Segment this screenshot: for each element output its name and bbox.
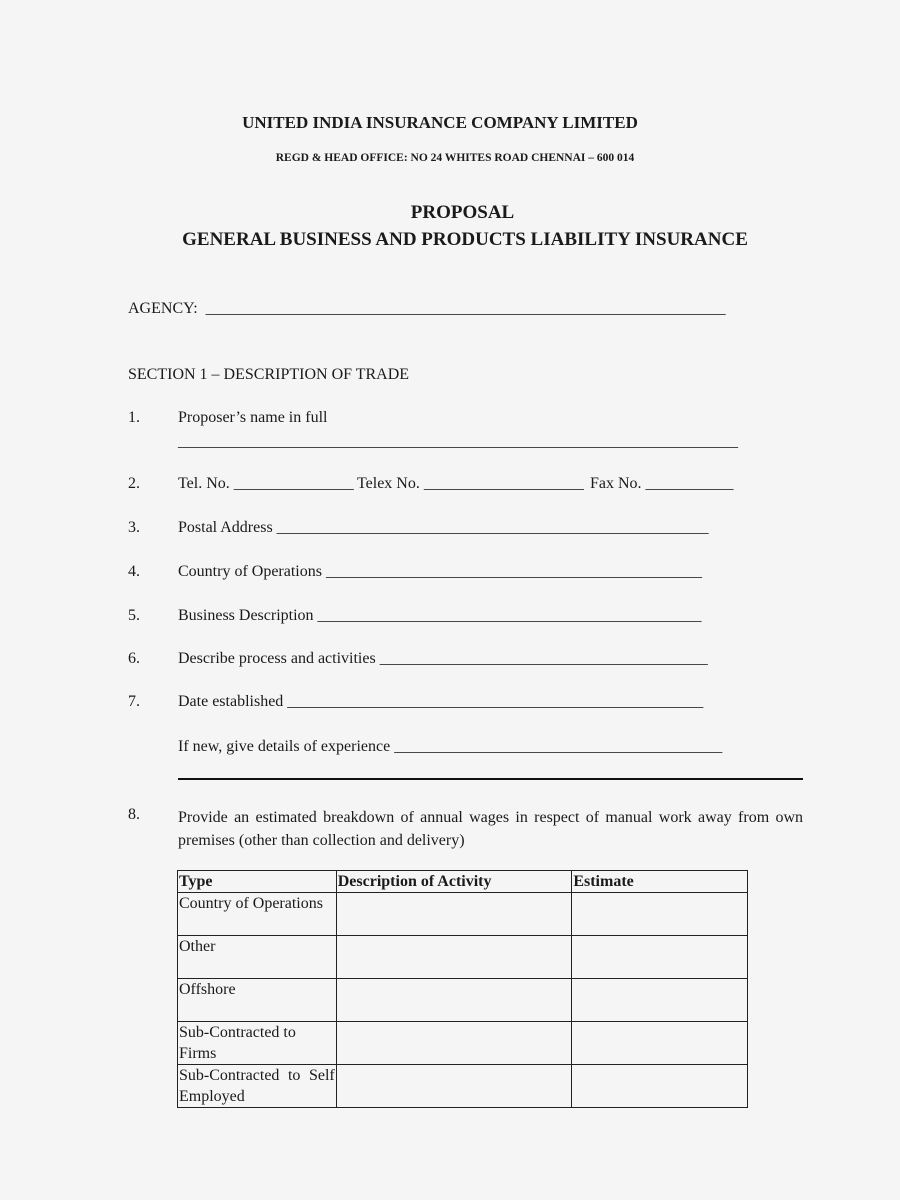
telex-field[interactable]: Telex No. ____________________ xyxy=(357,475,584,492)
table-row xyxy=(178,936,748,979)
item-number-6: 6. xyxy=(128,650,140,667)
business-description-label: Business Description xyxy=(178,607,314,624)
row-type-cell: Offshore xyxy=(178,979,337,1022)
column-header-description: Description of Activity xyxy=(336,871,572,893)
process-activities-label: Describe process and activities xyxy=(178,650,376,667)
estimate-cell[interactable] xyxy=(572,936,748,979)
fax-field[interactable]: Fax No. ___________ xyxy=(590,475,734,492)
row-type-cell: Sub-Contracted to Firms xyxy=(178,1022,337,1065)
experience-field[interactable] xyxy=(178,738,722,756)
description-cell[interactable] xyxy=(336,1022,572,1065)
estimate-cell[interactable] xyxy=(572,1022,748,1065)
item-number-8: 8. xyxy=(128,806,140,823)
process-activities-blank[interactable]: _________________________________________ xyxy=(379,650,708,667)
column-header-estimate: Estimate xyxy=(572,871,748,893)
proposer-name-label: Proposer’s name in full xyxy=(178,409,328,426)
item-number-7: 7. xyxy=(128,693,140,710)
experience-blank[interactable]: _________________________________________ xyxy=(394,738,723,755)
country-of-operations-field[interactable] xyxy=(178,563,702,581)
country-of-operations-blank[interactable]: _______________________________________________ xyxy=(325,563,702,580)
table-row xyxy=(178,1065,748,1108)
country-of-operations-label: Country of Operations xyxy=(178,563,322,580)
business-description-field[interactable] xyxy=(178,607,702,625)
wages-breakdown-table xyxy=(177,870,748,1108)
row-type-cell: Country of Operations xyxy=(178,893,337,936)
description-cell[interactable] xyxy=(336,936,572,979)
proposer-name-blank[interactable]: ______________________________________________________________________ xyxy=(178,433,738,450)
wages-question-line-1: Provide an estimated breakdown of annual wages in respect of manual work away from own xyxy=(178,809,803,826)
item-number-4: 4. xyxy=(128,563,140,580)
description-cell[interactable] xyxy=(336,979,572,1022)
table-row xyxy=(178,1022,748,1065)
postal-address-label: Postal Address xyxy=(178,519,273,536)
document-subtitle: GENERAL BUSINESS AND PRODUCTS LIABILITY INSURANCE xyxy=(182,229,748,250)
head-office-address: REGD & HEAD OFFICE: NO 24 WHITES ROAD CHENNAI – 600 014 xyxy=(275,152,635,164)
table-header-row xyxy=(178,871,748,893)
estimate-cell[interactable] xyxy=(572,979,748,1022)
estimate-cell[interactable] xyxy=(572,893,748,936)
table-row xyxy=(178,979,748,1022)
experience-rule xyxy=(178,778,803,780)
row-type-cell: Other xyxy=(178,936,337,979)
column-header-type: Type xyxy=(178,871,337,893)
description-cell[interactable] xyxy=(336,1065,572,1108)
document-title: PROPOSAL xyxy=(410,202,515,223)
date-established-field[interactable] xyxy=(178,693,703,711)
item-number-5: 5. xyxy=(128,607,140,624)
business-description-blank[interactable]: ________________________________________________ xyxy=(317,607,702,624)
item-number-2: 2. xyxy=(128,475,140,492)
description-cell[interactable] xyxy=(336,893,572,936)
agency-field[interactable] xyxy=(128,300,726,318)
estimate-cell[interactable] xyxy=(572,1065,748,1108)
postal-address-field[interactable] xyxy=(178,519,709,537)
row-type-cell: Sub-Contracted to Self Employed xyxy=(178,1065,337,1108)
date-established-blank[interactable]: ____________________________________________________ xyxy=(287,693,704,710)
company-name: UNITED INDIA INSURANCE COMPANY LIMITED xyxy=(242,113,638,132)
postal-address-blank[interactable]: ______________________________________________________ xyxy=(276,519,709,536)
item-number-1: 1. xyxy=(128,409,140,426)
wages-question-line-2: premises (other than collection and delivery) xyxy=(178,832,465,849)
wages-question xyxy=(178,806,803,852)
section-heading: SECTION 1 – DESCRIPTION OF TRADE xyxy=(128,366,410,383)
experience-label: If new, give details of experience xyxy=(178,738,391,755)
agency-label: AGENCY: xyxy=(128,300,198,317)
agency-blank[interactable]: _________________________________________________________________ xyxy=(205,300,726,317)
process-activities-field[interactable] xyxy=(178,650,708,668)
item-number-3: 3. xyxy=(128,519,140,536)
tel-field[interactable]: Tel. No. _______________ xyxy=(178,475,354,492)
date-established-label: Date established xyxy=(178,693,284,710)
table-row xyxy=(178,893,748,936)
